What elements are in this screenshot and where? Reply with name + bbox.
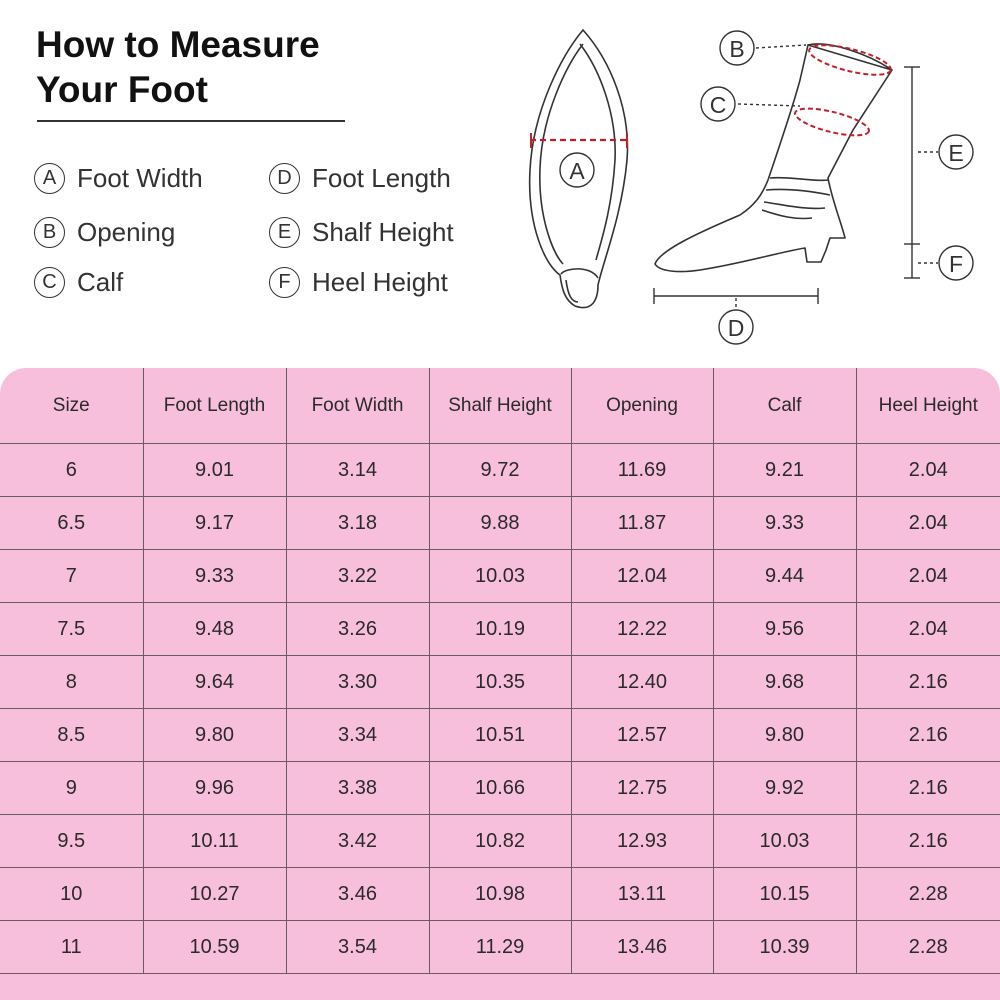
legend-item-opening — [34, 215, 175, 249]
cell-foot-length: 9.96 — [143, 762, 286, 815]
legend-item-heel-height — [269, 265, 448, 299]
table-row — [0, 921, 1000, 974]
cell-heel-height: 2.16 — [856, 709, 1000, 762]
cell-foot-length: 9.17 — [143, 497, 286, 550]
cell-opening: 11.69 — [571, 444, 713, 497]
legend-marker-d: D — [269, 163, 300, 194]
cell-shaft-height: 10.66 — [429, 762, 571, 815]
label-c: C — [709, 92, 727, 118]
cell-size: 10 — [0, 868, 143, 921]
cell-size: 7.5 — [0, 603, 143, 656]
cell-heel-height: 2.16 — [856, 815, 1000, 868]
table-row — [0, 603, 1000, 656]
legend-label-opening: Opening — [77, 216, 176, 247]
cell-calf: 9.21 — [713, 444, 856, 497]
cell-shaft-height: 10.51 — [429, 709, 571, 762]
cell-calf: 10.39 — [713, 921, 856, 974]
length-dimension-line — [654, 288, 818, 310]
cell-calf: 9.68 — [713, 656, 856, 709]
column-header-foot-length: Foot Length — [143, 368, 286, 444]
cell-shaft-height: 11.29 — [429, 921, 571, 974]
calf-measure-ring — [793, 103, 872, 141]
legend-label-foot-width: Foot Width — [77, 162, 203, 193]
legend-marker-c: C — [34, 267, 65, 298]
cell-shaft-height: 10.98 — [429, 868, 571, 921]
cell-foot-width: 3.22 — [286, 550, 429, 603]
cell-opening: 12.93 — [571, 815, 713, 868]
table-header-row — [0, 368, 1000, 444]
cell-heel-height: 2.16 — [856, 762, 1000, 815]
cell-calf: 9.80 — [713, 709, 856, 762]
cell-size: 9.5 — [0, 815, 143, 868]
cell-calf: 9.44 — [713, 550, 856, 603]
cell-heel-height: 2.28 — [856, 868, 1000, 921]
cell-opening: 12.40 — [571, 656, 713, 709]
cell-heel-height: 2.04 — [856, 603, 1000, 656]
table-row — [0, 815, 1000, 868]
calf-leader-line — [738, 104, 800, 106]
cell-shaft-height: 10.82 — [429, 815, 571, 868]
width-measure-line — [530, 133, 628, 148]
cell-opening: 13.46 — [571, 921, 713, 974]
cell-foot-width: 3.18 — [286, 497, 429, 550]
legend-marker-e: E — [269, 217, 300, 248]
cell-foot-length: 10.59 — [143, 921, 286, 974]
cell-shaft-height: 10.03 — [429, 550, 571, 603]
cell-size: 6.5 — [0, 497, 143, 550]
page-title — [36, 22, 320, 112]
table-body — [0, 444, 1000, 974]
legend-label-foot-length: Foot Length — [312, 162, 451, 193]
legend-label-calf: Calf — [77, 266, 124, 297]
title-line-1: How to Measure — [36, 24, 320, 65]
cell-size: 8 — [0, 656, 143, 709]
size-chart-table — [0, 368, 1000, 974]
cell-foot-width: 3.46 — [286, 868, 429, 921]
cell-foot-length: 10.11 — [143, 815, 286, 868]
cell-heel-height: 2.28 — [856, 921, 1000, 974]
label-a: A — [569, 158, 585, 184]
height-dimension-lines — [904, 67, 938, 278]
table-row — [0, 550, 1000, 603]
measurement-diagram — [500, 0, 1000, 360]
cell-size: 11 — [0, 921, 143, 974]
title-underline — [37, 120, 345, 122]
cell-shaft-height: 9.88 — [429, 497, 571, 550]
legend-item-foot-length — [269, 161, 451, 195]
cell-calf: 10.15 — [713, 868, 856, 921]
column-header-size: Size — [0, 368, 143, 444]
cell-opening: 12.75 — [571, 762, 713, 815]
legend-label-shaft-height: Shalf Height — [312, 216, 454, 247]
cell-calf: 9.56 — [713, 603, 856, 656]
column-header-heel-height: Heel Height — [856, 368, 1000, 444]
cell-foot-width: 3.14 — [286, 444, 429, 497]
label-d: D — [727, 315, 745, 341]
table-row — [0, 709, 1000, 762]
cell-size: 6 — [0, 444, 143, 497]
cell-opening: 12.57 — [571, 709, 713, 762]
cell-size: 8.5 — [0, 709, 143, 762]
cell-heel-height: 2.04 — [856, 550, 1000, 603]
legend-marker-b: B — [34, 217, 65, 248]
boot-drawing — [655, 44, 892, 272]
label-f: F — [948, 251, 964, 277]
table-row — [0, 444, 1000, 497]
cell-shaft-height: 10.19 — [429, 603, 571, 656]
label-b: B — [729, 36, 745, 62]
cell-foot-length: 9.80 — [143, 709, 286, 762]
table-row — [0, 497, 1000, 550]
cell-heel-height: 2.04 — [856, 444, 1000, 497]
table-row — [0, 868, 1000, 921]
cell-calf: 9.33 — [713, 497, 856, 550]
cell-foot-width: 3.34 — [286, 709, 429, 762]
legend-marker-a: A — [34, 163, 65, 194]
label-e: E — [948, 140, 964, 166]
cell-shaft-height: 10.35 — [429, 656, 571, 709]
table-row — [0, 762, 1000, 815]
cell-calf: 10.03 — [713, 815, 856, 868]
cell-foot-width: 3.38 — [286, 762, 429, 815]
cell-heel-height: 2.16 — [856, 656, 1000, 709]
title-line-2: Your Foot — [36, 69, 208, 110]
cell-opening: 13.11 — [571, 868, 713, 921]
cell-foot-length: 9.48 — [143, 603, 286, 656]
cell-foot-length: 9.01 — [143, 444, 286, 497]
cell-foot-width: 3.42 — [286, 815, 429, 868]
cell-shaft-height: 9.72 — [429, 444, 571, 497]
column-header-opening: Opening — [571, 368, 713, 444]
column-header-foot-width: Foot Width — [286, 368, 429, 444]
opening-leader-line — [756, 45, 806, 48]
cell-opening: 11.87 — [571, 497, 713, 550]
legend-item-calf — [34, 265, 123, 299]
cell-calf: 9.92 — [713, 762, 856, 815]
legend-label-heel-height: Heel Height — [312, 266, 448, 297]
cell-opening: 12.04 — [571, 550, 713, 603]
cell-foot-width: 3.26 — [286, 603, 429, 656]
cell-foot-length: 10.27 — [143, 868, 286, 921]
cell-foot-width: 3.54 — [286, 921, 429, 974]
size-chart-panel — [0, 368, 1000, 1000]
cell-foot-length: 9.33 — [143, 550, 286, 603]
cell-opening: 12.22 — [571, 603, 713, 656]
column-header-calf: Calf — [713, 368, 856, 444]
legend-marker-f: F — [269, 267, 300, 298]
cell-foot-width: 3.30 — [286, 656, 429, 709]
table-row — [0, 656, 1000, 709]
column-header-shaft-height: Shalf Height — [429, 368, 571, 444]
cell-heel-height: 2.04 — [856, 497, 1000, 550]
cell-size: 7 — [0, 550, 143, 603]
legend-item-shaft-height — [269, 215, 454, 249]
cell-size: 9 — [0, 762, 143, 815]
opening-measure-ring — [807, 39, 894, 81]
cell-foot-length: 9.64 — [143, 656, 286, 709]
legend-item-foot-width — [34, 161, 203, 195]
